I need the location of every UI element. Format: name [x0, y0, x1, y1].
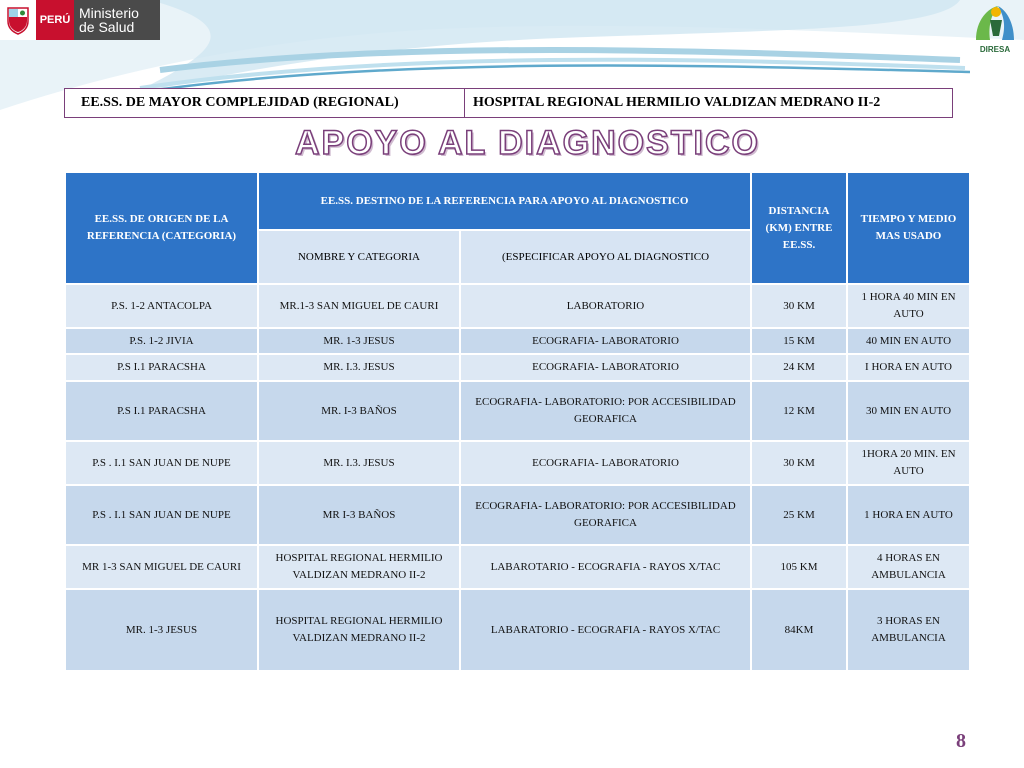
- table-row: [66, 590, 969, 670]
- cell-distancia: 15 KM: [752, 329, 846, 353]
- cell-distancia: 12 KM: [752, 382, 846, 440]
- ministerio-line-2: de Salud: [79, 19, 135, 35]
- header-apoyo: (ESPECIFICAR APOYO AL DIAGNOSTICO: [461, 231, 750, 283]
- diresa-emblem-icon: [968, 0, 1022, 50]
- cell-apoyo: ECOGRAFIA- LABORATORIO: POR ACCESIBILIDAD GEORAFICA: [461, 382, 750, 440]
- ministerio-line-1: Ministerio: [79, 5, 139, 21]
- header-distancia: DISTANCIA (KM) ENTRE EE.SS.: [752, 173, 846, 283]
- cell-tiempo: 1 HORA 40 MIN EN AUTO: [848, 285, 969, 327]
- header-nombre: NOMBRE Y CATEGORIA: [259, 231, 459, 283]
- cell-destino: MR. 1-3 JESUS: [259, 329, 459, 353]
- cell-destino: MR.1-3 SAN MIGUEL DE CAURI: [259, 285, 459, 327]
- cell-distancia: 24 KM: [752, 355, 846, 380]
- table-row: [66, 355, 969, 380]
- table-row: [66, 382, 969, 440]
- cell-origen: MR 1-3 SAN MIGUEL DE CAURI: [66, 546, 257, 588]
- cell-destino: HOSPITAL REGIONAL HERMILIO VALDIZAN MEDRANO II-2: [259, 546, 459, 588]
- cell-apoyo: ECOGRAFIA- LABORATORIO: [461, 355, 750, 380]
- cell-tiempo: 3 HORAS EN AMBULANCIA: [848, 590, 969, 670]
- page-number: 8: [956, 730, 966, 752]
- header-destino: EE.SS. DESTINO DE LA REFERENCIA PARA APOYO AL DIAGNOSTICO: [259, 173, 750, 229]
- referral-table: [64, 171, 971, 672]
- cell-distancia: 25 KM: [752, 486, 846, 544]
- table-row: [66, 285, 969, 327]
- cell-origen: P.S . I.1 SAN JUAN DE NUPE: [66, 442, 257, 484]
- cell-destino: MR. I.3. JESUS: [259, 442, 459, 484]
- cell-tiempo: 4 HORAS EN AMBULANCIA: [848, 546, 969, 588]
- page-title: APOYO AL DIAGNOSTICO: [294, 124, 761, 162]
- cell-apoyo: LABORATORIO: [461, 285, 750, 327]
- cell-distancia: 105 KM: [752, 546, 846, 588]
- cell-tiempo: 1HORA 20 MIN. EN AUTO: [848, 442, 969, 484]
- cell-distancia: 30 KM: [752, 442, 846, 484]
- table-row: [66, 442, 969, 484]
- cell-destino: MR. I.3. JESUS: [259, 355, 459, 380]
- establishment-header: [64, 88, 953, 118]
- cell-distancia: 84KM: [752, 590, 846, 670]
- cell-distancia: 30 KM: [752, 285, 846, 327]
- cell-tiempo: 40 MIN EN AUTO: [848, 329, 969, 353]
- cell-apoyo: ECOGRAFIA- LABORATORIO: POR ACCESIBILIDAD GEORAFICA: [461, 486, 750, 544]
- cell-origen: P.S I.1 PARACSHA: [66, 382, 257, 440]
- cell-apoyo: ECOGRAFIA- LABORATORIO: [461, 442, 750, 484]
- header-category: EE.SS. DE MAYOR COMPLEJIDAD (REGIONAL): [65, 89, 465, 117]
- cell-apoyo: ECOGRAFIA- LABORATORIO: [461, 329, 750, 353]
- cell-origen: P.S. 1-2 ANTACOLPA: [66, 285, 257, 327]
- header-origen: EE.SS. DE ORIGEN DE LA REFERENCIA (CATEGORIA): [66, 173, 257, 283]
- cell-apoyo: LABARATORIO - ECOGRAFIA - RAYOS X/TAC: [461, 590, 750, 670]
- diresa-label: DIRESA: [979, 45, 1011, 54]
- peru-coat-of-arms-icon: [0, 0, 36, 40]
- table-row: [66, 329, 969, 353]
- table-row: [66, 486, 969, 544]
- cell-apoyo: LABAROTARIO - ECOGRAFIA - RAYOS X/TAC: [461, 546, 750, 588]
- cell-origen: P.S. 1-2 JIVIA: [66, 329, 257, 353]
- cell-destino: MR. I-3 BAÑOS: [259, 382, 459, 440]
- cell-origen: P.S I.1 PARACSHA: [66, 355, 257, 380]
- cell-origen: P.S . I.1 SAN JUAN DE NUPE: [66, 486, 257, 544]
- table-row: [66, 546, 969, 588]
- peru-label: PERÚ: [36, 0, 74, 40]
- cell-tiempo: 1 HORA EN AUTO: [848, 486, 969, 544]
- ministerio-label: [74, 0, 160, 40]
- ministerio-de-salud-logo: [0, 0, 160, 40]
- header-tiempo: TIEMPO Y MEDIO MAS USADO: [848, 173, 969, 283]
- diresa-logo: [968, 0, 1022, 58]
- cell-origen: MR. 1-3 JESUS: [66, 590, 257, 670]
- cell-destino: MR I-3 BAÑOS: [259, 486, 459, 544]
- cell-destino: HOSPITAL REGIONAL HERMILIO VALDIZAN MEDRANO II-2: [259, 590, 459, 670]
- header-hospital: HOSPITAL REGIONAL HERMILIO VALDIZAN MEDRANO II-2: [473, 95, 881, 110]
- cell-tiempo: 30 MIN EN AUTO: [848, 382, 969, 440]
- cell-tiempo: I HORA EN AUTO: [848, 355, 969, 380]
